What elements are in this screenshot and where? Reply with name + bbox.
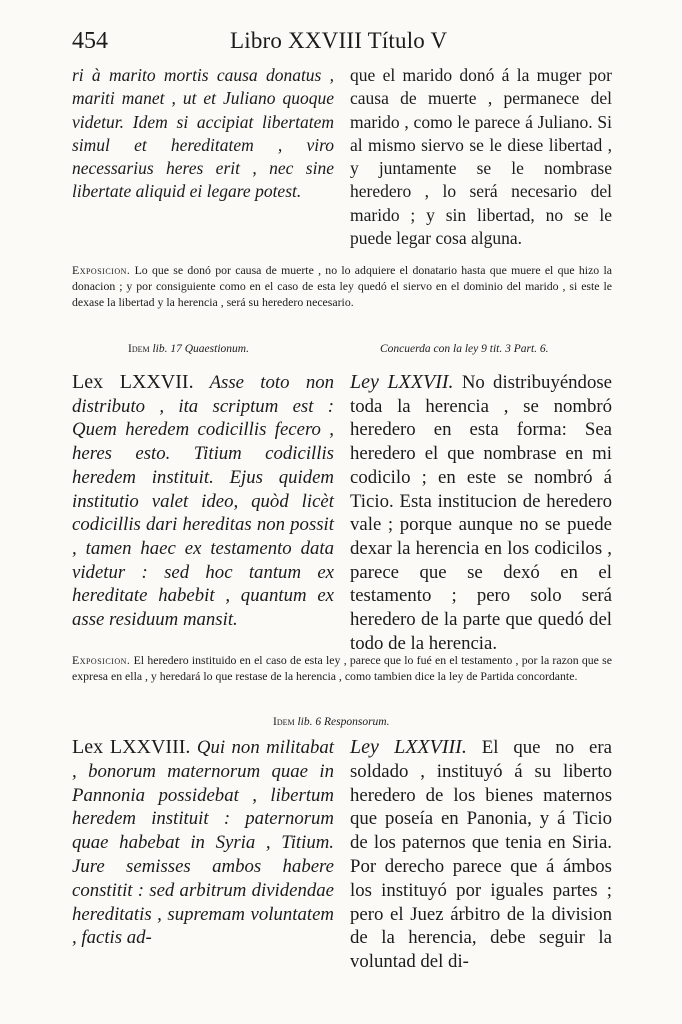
exposition-text: El heredero instituido en el caso de esta ley , parece que lo fué en el testamento , por la razon que se expresa en ella , y heredará lo que restase de la herencia , como tambien dice la ley de Partida concordante. [72,653,613,683]
latin-column [72,64,334,250]
source-author: Idem [128,343,150,355]
spanish-text: que el marido donó á la muger por causa de muerte , permanece del marido , como le parece á Juliano. Si al mismo siervo se le diese libertad , y juntamente se le nombrase heredero , lo será necesario del marido ; y sin libertad, no se le puede legar cosa alguna. [350,65,612,249]
spanish-body: No distribuyéndose toda la herencia , se nombró heredero en esta forma: Sea heredero el que nombrase en mi codicilo ; en este se nombró á Ticio. Esta institucion de heredero vale ; porque aunque no se puede dexar la herencia en los codicilos , parece que se dexó en el testamento ; pero solo será heredero de la parte que quedó del todo de la herencia. [350,372,612,654]
spanish-column [350,736,612,974]
spanish-text [350,736,612,974]
latin-column [72,371,334,655]
source-citation [273,716,389,728]
text-block-3 [72,736,612,974]
page-number: 454 [72,28,108,54]
text-block-2 [72,371,612,655]
source-author: Idem [273,716,295,728]
source-work: lib. 6 Responsorum. [297,716,390,728]
law-heading: Ley LXXVIII. [350,736,467,758]
source-work: lib. 17 Quaestionum. [152,343,249,355]
latin-text: ri à marito mortis causa donatus , mariti manet , ut et Juliano quoque videtur. Idem si accipiat libertatem simul et hereditatem , viro necessarius heres erit , nec sine libertate aliquid ei legare potest. [72,65,334,202]
source-citation [128,343,249,355]
law-heading: Lex LXXVIII. [72,736,191,758]
concordance-text: Concuerda con la ley 9 tit. 3 Part. 6. [380,343,549,355]
exposition-label: Exposicion. [72,653,131,667]
exposition-label: Exposicion. [72,263,131,277]
running-title: Libro XXVIII Título V [230,28,448,53]
exposition-note [72,262,612,310]
spanish-text [350,371,612,655]
latin-text [72,371,334,632]
exposition-note [72,652,612,684]
law-heading: Ley LXXVII. [350,371,454,393]
latin-text [72,736,334,950]
latin-body: Qui non militabat , bonorum maternorum quae in Pannonia possidebat , libertum heredem instituit : paternorum quae habebat in Syria , Titium. Jure semisses ambos habere constitit : sed arbitrum dividendae hereditatis , supremam voluntatem , factis ad- [72,737,335,949]
spanish-column [350,64,612,250]
exposition-text: Lo que se donó por causa de muerte , no lo adquiere el donatario hasta que muere el que hizo la donacion ; y por consiguiente como en el caso de esta ley quedó el siervo en el dominio del marido , si este le dexase la libertad y la herencia , será su heredero necesario. [72,263,612,309]
law-heading: Lex LXXVII. [72,371,194,393]
spanish-body: El que no era soldado , instituyó á su liberto heredero de los bienes maternos que poseía en Panonia, y á Ticio de los paternos que tenia en Siria. Por derecho parece que á ámbos los instituyó por iguales partes ; pero el Juez árbitro de la division de la herencia, debe seguir la voluntad del di- [350,737,612,973]
spanish-column [350,371,612,655]
page-header [72,28,612,58]
latin-body: Asse toto non distributo , ita scriptum est : Quem heredem codicillis fecero , heres esto. Titium codicillis heredem instituit. Ejus quidem institutio valet ideo, quòd licèt codicillis dari hereditas non possit , tamen haec ex testamento data videtur : sed hoc tantum ex hereditate habebit , quantum ex asse residuum mansit. [72,372,334,631]
concordance-citation [380,343,549,355]
latin-column [72,736,334,974]
text-block-1 [72,64,612,250]
